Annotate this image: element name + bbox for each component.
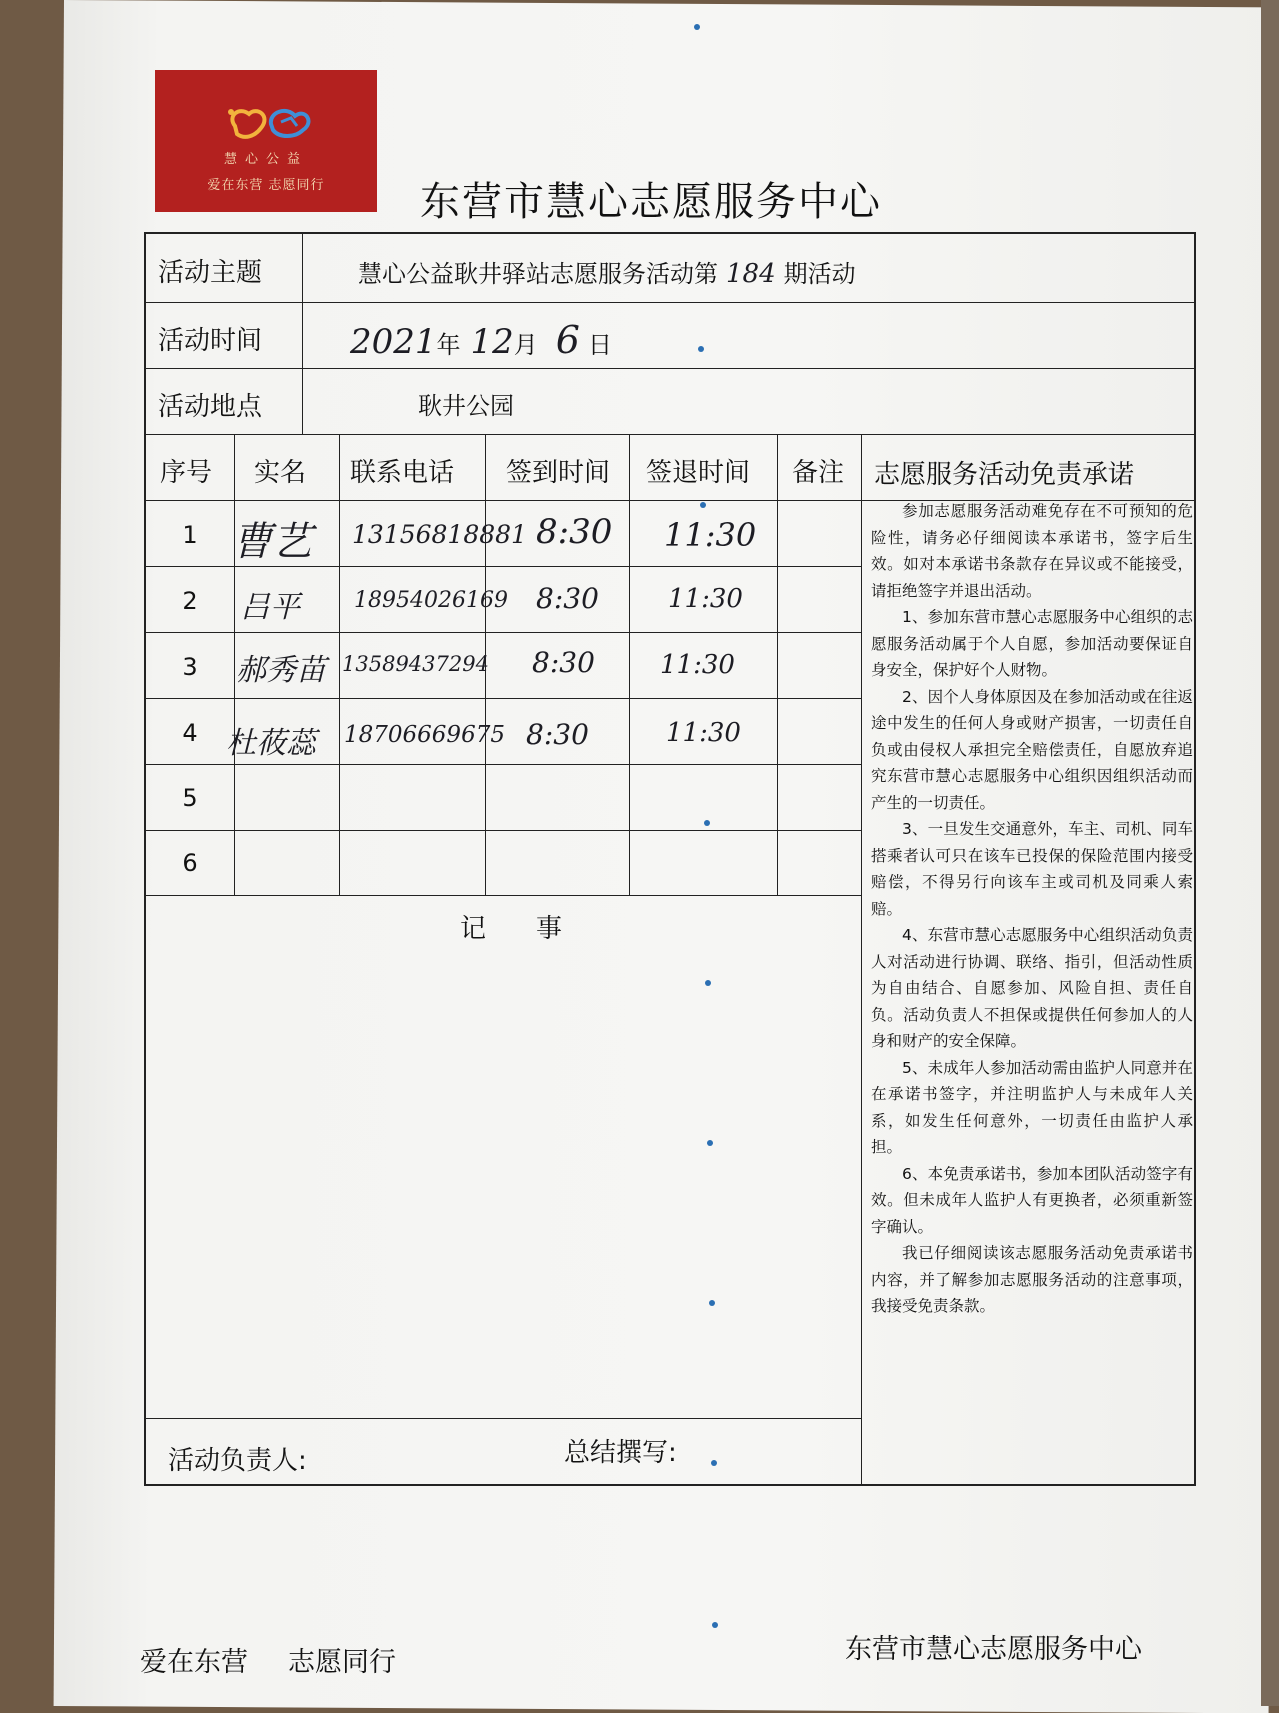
page-title: 东营市慧心志愿服务中心 [420,179,882,225]
footer-slogan [140,1640,436,1679]
footer-org: 东营市慧心志愿服务中心 [845,1634,1142,1665]
col-header-checkin: 签到时间 [506,458,611,488]
volunteer-name: 吕平 [240,590,300,625]
time-month-handwritten: 12 [470,322,514,362]
leader-label: 活动负责人: [168,1446,307,1476]
col-header-name: 实名 [254,458,307,488]
row-number: 3 [182,653,198,681]
row-number: 6 [182,849,198,877]
rule [339,434,340,895]
rule [144,830,861,831]
theme-issue-handwritten: 184 [726,259,776,289]
place-value: 耿井公园 [418,392,514,420]
volunteer-name: 郝秀苗 [236,653,326,688]
volunteer-phone: 13589437294 [342,652,489,676]
heart-logo-icon [217,100,317,148]
disclaimer-paragraph: 6、本免责承诺书，参加本团队活动签字有效。但未成年人监护人有更换者，必须重新签字确认。 [871,1164,1193,1236]
rule [144,698,861,699]
volunteer-phone: 18954026169 [354,588,508,613]
checkin-time: 8:30 [536,512,613,552]
org-logo [155,70,377,212]
volunteer-phone: 13156818881 [352,520,527,549]
table-edge [1261,0,1279,1706]
blue-dot [705,980,711,986]
volunteer-phone: 18706669675 [344,722,505,748]
blue-dot [712,1622,718,1628]
disclaimer-title: 志愿服务活动免责承诺 [874,460,1135,490]
time-label: 活动时间 [158,326,263,356]
time-day-handwritten: 6 [555,318,580,362]
disclaimer-paragraph: 2、因个人身体原因及在参加活动或在往返途中发生的任何人身或财产损害，一切责任自负或由侵权人承担完全赔偿责任，自愿放弃追究东营市慧心志愿服务中心组织因组织活动而产生的一切责任。 [871,687,1193,812]
place-label: 活动地点 [158,392,263,422]
rule [302,232,303,434]
volunteer-name: 曹艺 [232,519,312,565]
row-number: 2 [182,587,198,615]
notes-label: 记 事 [460,914,575,944]
row-number: 4 [182,719,198,747]
disclaimer-body [871,498,1193,1320]
blue-dot [709,1300,715,1306]
rule [777,434,778,895]
disclaimer-paragraph: 5、未成年人参加活动需由监护人同意并在在承诺书签字，并注明监护人与未成年人关系，如发生任何意外，一切责任由监护人承担。 [871,1058,1193,1156]
blue-dot [711,1460,717,1466]
disclaimer-paragraph: 我已仔细阅读该志愿服务活动免责承诺书内容，并了解参加志愿服务活动的注意事项，我接受免责条款。 [871,1244,1193,1315]
time-year-handwritten: 2021 [350,322,437,362]
row-number: 5 [182,784,198,812]
checkout-time: 11:30 [668,584,743,614]
blue-dot [694,24,700,30]
footer-slogan-right: 志愿同行 [288,1647,396,1678]
summary-label: 总结撰写: [564,1438,677,1468]
rule [144,764,861,765]
col-header-checkout: 签退时间 [646,458,751,488]
checkout-time: 11:30 [660,650,735,680]
checkout-time: 11:30 [666,718,741,748]
row-number: 1 [182,521,198,549]
col-header-no: 序号 [160,458,213,488]
blue-dot [700,502,706,508]
theme-value [358,254,856,289]
theme-suffix: 期活动 [783,260,856,288]
logo-name: 慧心公益 [223,152,308,167]
col-header-remark: 备注 [792,458,845,488]
blue-dot [707,1140,713,1146]
rule [234,434,235,895]
month-unit: 月 [513,331,538,359]
blue-dot [704,820,710,826]
checkin-time: 8:30 [532,646,595,679]
rule [144,1418,861,1419]
theme-prefix: 慧心公益耿井驿站志愿服务活动第 [358,260,718,288]
checkin-time: 8:30 [526,718,589,751]
year-unit: 年 [436,331,461,359]
rule [144,632,861,633]
disclaimer-paragraph: 3、一旦发生交通意外，车主、司机、同车搭乘者认可只在该车已投保的保险范围内接受赔偿，不得另行向该车主或司机及同乘人索赔。 [871,820,1193,918]
rule [861,434,862,1486]
blue-dot [698,346,704,352]
rule [144,434,1196,435]
footer-slogan-left: 爱在东营 [140,1647,248,1678]
col-header-phone: 联系电话 [350,458,455,488]
day-unit: 日 [587,331,612,359]
disclaimer-paragraph: 4、东营市慧心志愿服务中心组织活动负责人对活动进行协调、联络、指引，但活动性质为自由结合、自愿参加、风险自担、责任自负。活动负责人不担保或提供任何参加人的人身和财产的安全保障。 [871,926,1193,1050]
rule [144,895,861,896]
disclaimer-paragraph: 1、参加东营市慧心志愿服务中心组织的志愿服务活动属于个人自愿，参加活动要保证自身安全，保护好个人财物。 [871,608,1193,679]
time-value [350,318,612,362]
theme-label: 活动主题 [158,258,263,288]
rule [629,434,630,895]
logo-slogan: 爱在东营 志愿同行 [207,178,325,193]
disclaimer-paragraph: 参加志愿服务活动难免存在不可预知的危险性，请务必仔细阅读本承诺书，签字后生效。如对本承诺书条款存在异议或不能接受，请拒绝签字并退出活动。 [871,502,1193,600]
volunteer-name: 杜莜蕊 [226,726,316,761]
checkout-time: 11:30 [664,516,757,554]
checkin-time: 8:30 [536,582,599,615]
